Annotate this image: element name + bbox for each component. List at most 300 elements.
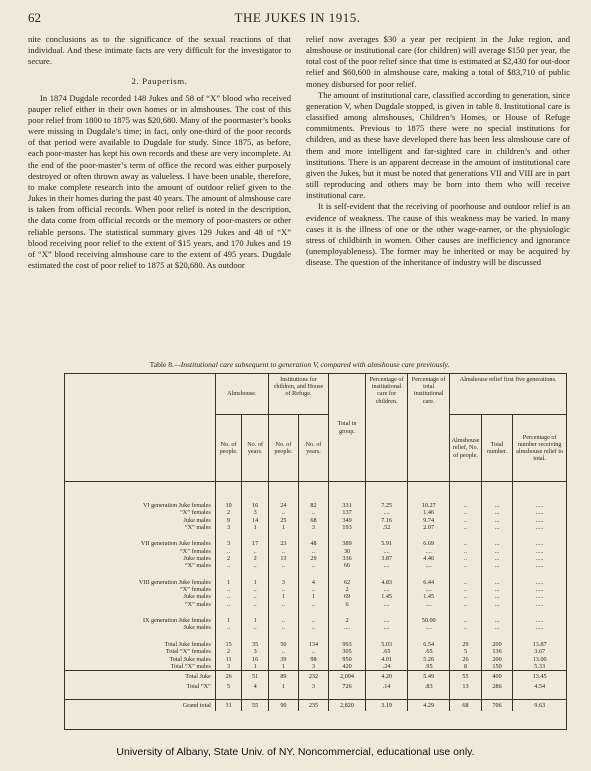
- table-cell: [268, 531, 298, 540]
- table-spacer-row: [65, 608, 566, 617]
- table-cell: ...: [481, 562, 513, 569]
- table-row: [65, 656, 566, 663]
- table-cell: ....: [366, 586, 408, 593]
- table-cell: [329, 690, 366, 700]
- footer-credit: University of Albany, State Univ. of NY. Noncommercial, educational use only.: [116, 746, 475, 758]
- table-cell: .83: [408, 683, 450, 690]
- table-cell: 68: [450, 699, 482, 711]
- table-cell: 66: [329, 562, 366, 569]
- table-cell: 3: [298, 663, 328, 671]
- table-cell: 235: [298, 699, 328, 711]
- table-cell: ..: [268, 601, 298, 608]
- table-row: [65, 524, 566, 531]
- table-cell: 1.45: [408, 593, 450, 600]
- table-cell: 200: [481, 656, 513, 663]
- table-cell: [268, 570, 298, 579]
- table-row: [65, 624, 566, 631]
- table-cell: 2,094: [329, 671, 366, 683]
- row-label: Total “X” males: [170, 662, 211, 670]
- table-cell: 4.29: [408, 699, 450, 711]
- row-label: [65, 690, 215, 700]
- row-label: [65, 608, 215, 617]
- table-cell: ....: [408, 548, 450, 555]
- table-cell: [513, 570, 566, 579]
- table-cell: 16: [242, 502, 269, 509]
- table-cell: ...: [481, 540, 513, 547]
- table-cell: [268, 690, 298, 700]
- table-cell: 26: [215, 671, 242, 683]
- row-label: “X” males: [184, 562, 211, 570]
- table-cell: 1.45: [366, 593, 408, 600]
- table-cell: [408, 531, 450, 540]
- col-header-inst-no-people: No. of people.: [268, 415, 298, 482]
- table-cell: 409: [481, 671, 513, 683]
- table-cell: [481, 531, 513, 540]
- table-row: [65, 601, 566, 608]
- table-cell: ..: [215, 586, 242, 593]
- left-paragraph-2: In 1874 Dugdale recorded 148 Jukes and 58 of “X” blood who received pauper relief either in their own homes or in almshouses. The cost of this poor relief from 1800 to 1875 was $20,680. Many of the poormaster’s books were missing in Dugdale’s time; in fact, only one-third of the poor records of that period were available to Dugdale for study. Since 1875, as before, each poor-master has kept his own records and these are very incomplete. At the end of the poor-master’s term of office the record was either purposely destroyed or often thrown away as valueless. I have been unable, therefore, to make complete research into the amount of outdoor relief given to the Jukes in their homes during the past 40 years. The amount of almshouse care is taken from official records. When poor relief is noted in the description, the data come from official records or the memory of poor-masters or other reliable persons. The statistical summary gives 129 Jukes and 48 of “X” blood receiving poor relief to the extent of $15 years, and 170 Jukes and 19 of “X” blood receiving almshouse care to the extent of 495 years. Dugdale estimated the cost of poor relief to 1875 at $20,680. As outdoor: [28, 92, 291, 270]
- table-cell: [366, 690, 408, 700]
- institutional-care-table: [65, 374, 566, 711]
- table-cell: [366, 570, 408, 579]
- row-label: [65, 632, 215, 641]
- table-cell: ...: [481, 586, 513, 593]
- table-cell: [215, 570, 242, 579]
- table-cell: .....: [513, 502, 566, 509]
- table-row: [65, 562, 566, 569]
- table-cell: 3: [298, 683, 328, 690]
- table-cell: [450, 531, 482, 540]
- table-cell: 17: [242, 540, 269, 547]
- table-cell: ..: [268, 562, 298, 569]
- right-paragraph-3: It is self-evident that the receiving of poorhouse and outdoor relief is an evidence of weakness. The cause of this weakness may be varied. In many cases it is the illness of one or the other wage-earner, or the physiologic stress of childbirth in women. Other causes are inefficiency and ignorance (unemployableness). The former may be inherited or may be acquired by disease. The question of the inheritance of industry will be discussed: [306, 201, 570, 268]
- table-cell: 62: [329, 579, 366, 586]
- table-cell: 209: [481, 641, 513, 648]
- table-cell: ..: [215, 601, 242, 608]
- table-cell: ....: [366, 601, 408, 608]
- table-row: [65, 586, 566, 593]
- table-cell: [408, 608, 450, 617]
- table-spacer-row: [65, 690, 566, 700]
- table-cell: .....: [513, 562, 566, 569]
- table-cell: ..: [268, 624, 298, 631]
- table-cell: 13.00: [513, 656, 566, 663]
- row-label: Juke males: [183, 516, 211, 524]
- table-cell: [481, 632, 513, 641]
- col-header-pct-children: Percentage of institutional care for children.: [366, 374, 408, 482]
- row-label: VI generation Juke females: [142, 502, 211, 509]
- table-cell: 9.63: [513, 699, 566, 711]
- row-label: “X” males: [184, 600, 211, 608]
- table-cell: 336: [329, 555, 366, 562]
- table-cell: [408, 570, 450, 579]
- table-cell: 286: [481, 683, 513, 690]
- table-row: [65, 683, 566, 690]
- table-cell: .....: [513, 593, 566, 600]
- table-cell: 39: [268, 656, 298, 663]
- table-cell: [408, 632, 450, 641]
- table-cell: .....: [513, 524, 566, 531]
- table-cell: 3: [268, 579, 298, 586]
- table-cell: ...: [481, 502, 513, 509]
- table-cell: ....: [366, 548, 408, 555]
- table-cell: [450, 690, 482, 700]
- table-cell: ..: [450, 502, 482, 509]
- table-cell: [329, 531, 366, 540]
- table-cell: 3: [215, 663, 242, 671]
- row-label: Juke males: [183, 624, 211, 632]
- col-header-total-number: Total number.: [481, 415, 513, 482]
- table-cell: .14: [366, 683, 408, 690]
- table-cell: 706: [481, 699, 513, 711]
- table-cell: 35: [242, 641, 269, 648]
- table-cell: 82: [298, 502, 328, 509]
- table-cell: ...: [481, 548, 513, 555]
- table-cell: [329, 632, 366, 641]
- table-cell: 89: [268, 671, 298, 683]
- table-cell: ...: [481, 617, 513, 624]
- table-cell: 3: [215, 540, 242, 547]
- table-spacer-row: [65, 570, 566, 579]
- table-cell: ..: [450, 540, 482, 547]
- table-cell: .65: [366, 648, 408, 655]
- table-cell: ....: [408, 562, 450, 569]
- row-label: Total “X” females: [165, 648, 211, 656]
- table-cell: 5.91: [366, 540, 408, 547]
- table-cell: 136: [481, 648, 513, 655]
- table-cell: 2: [215, 509, 242, 516]
- row-label: VII generation Juke females: [140, 540, 211, 548]
- table-cell: 1: [268, 663, 298, 671]
- row-label: Total Juke males: [169, 655, 211, 663]
- table-row: [65, 579, 566, 586]
- table-cell: 6: [329, 601, 366, 608]
- table-cell: 1: [268, 683, 298, 690]
- table-cell: ..: [298, 648, 328, 655]
- table-cell: ..: [450, 593, 482, 600]
- table-cell: 232: [298, 671, 328, 683]
- table-cell: 25: [268, 517, 298, 524]
- table-cell: 3.67: [513, 648, 566, 655]
- table-cell: 7.25: [366, 502, 408, 509]
- table-cell: [242, 690, 269, 700]
- table-cell: [268, 632, 298, 641]
- table-cell: 137: [329, 509, 366, 516]
- table-cell: ..: [242, 586, 269, 593]
- table-cell: ..: [298, 548, 328, 555]
- table-cell: ..: [450, 548, 482, 555]
- running-title: THE JUKES IN 1915.: [234, 10, 361, 25]
- table-row: [65, 663, 566, 671]
- table-cell: 11: [215, 656, 242, 663]
- table-cell: .....: [513, 586, 566, 593]
- table-body: [65, 502, 566, 711]
- table-cell: ..: [242, 562, 269, 569]
- table-cell: 48: [298, 540, 328, 547]
- table-cell: .....: [513, 540, 566, 547]
- table-row: [65, 502, 566, 509]
- table-cell: 4.46: [408, 555, 450, 562]
- table-cell: 13.87: [513, 641, 566, 648]
- right-paragraph-1: relief now averages $30 a year per recipient in the Juke region, and almshouse or institutional care (for children) will average $150 per year, the total cost of the poor relief since that time is estimated at $2,430 for out-door relief and $60,600 in almshouse care, making a total of $83,710 of public money disbursed for poor relief.: [306, 34, 570, 89]
- table-cell: 1.46: [408, 509, 450, 516]
- table-cell: 9: [215, 517, 242, 524]
- table-cell: ....: [366, 509, 408, 516]
- table-cell: ..: [268, 548, 298, 555]
- table-cell: .....: [513, 517, 566, 524]
- table-cell: 31: [215, 699, 242, 711]
- table-cell: ....: [408, 586, 450, 593]
- table-caption-text: —Institutional care subsequent to generation V, compared with almshouse care previously.: [173, 360, 450, 369]
- table-cell: 349: [329, 517, 366, 524]
- table-cell: 1: [242, 579, 269, 586]
- table-cell: .....: [513, 509, 566, 516]
- table-cell: [298, 608, 328, 617]
- table-cell: 10.27: [408, 502, 450, 509]
- table-cell: [366, 531, 408, 540]
- table-spacer-row: [65, 531, 566, 540]
- table-cell: ...: [481, 555, 513, 562]
- table-cell: 993: [329, 641, 366, 648]
- table-cell: ...: [481, 624, 513, 631]
- table-cell: ..: [215, 593, 242, 600]
- table-cell: 150: [481, 663, 513, 671]
- table-cell: ..: [450, 555, 482, 562]
- table-cell: 2.07: [408, 524, 450, 531]
- table-row: [65, 509, 566, 516]
- table-cell: [366, 632, 408, 641]
- table-cell: 3.19: [366, 699, 408, 711]
- table-cell: .65: [408, 648, 450, 655]
- table-cell: 331: [329, 502, 366, 509]
- row-label: “X” females: [180, 509, 211, 517]
- table-cell: [329, 570, 366, 579]
- row-label: [65, 531, 215, 540]
- page-header: [28, 10, 567, 28]
- table-cell: ..: [268, 617, 298, 624]
- table-cell: ..: [450, 586, 482, 593]
- table-row: [65, 548, 566, 555]
- table-cell: 29: [450, 641, 482, 648]
- table-cell: 420: [329, 663, 366, 671]
- table-cell: ..: [268, 509, 298, 516]
- row-label: Total Juke females: [164, 640, 211, 648]
- col-header-pct-relief: Percentage of number receiving almshouse relief to total.: [513, 415, 566, 482]
- table-row: [65, 517, 566, 524]
- table-label: Table 8.: [149, 360, 174, 369]
- table-row: [65, 699, 566, 711]
- col-header-pct-total: Percentage of total institutional care.: [408, 374, 450, 482]
- table-cell: 68: [298, 517, 328, 524]
- table-cell: 6.44: [408, 579, 450, 586]
- table-cell: 2: [215, 555, 242, 562]
- table-cell: 726: [329, 683, 366, 690]
- table-cell: 2,820: [329, 699, 366, 711]
- table-cell: 4.54: [513, 683, 566, 690]
- table-row: [65, 540, 566, 547]
- table-cell: 193: [329, 524, 366, 531]
- right-column: [306, 34, 570, 268]
- table-cell: ..: [298, 509, 328, 516]
- table-cell: ..: [242, 601, 269, 608]
- group-header-first-five: Almshouse relief first five generations.: [450, 374, 566, 415]
- table-caption: [28, 360, 571, 369]
- table-cell: ....: [329, 624, 366, 631]
- table-cell: 5.26: [408, 656, 450, 663]
- row-label: [65, 570, 215, 579]
- table-cell: .95: [408, 663, 450, 671]
- table-cell: 1: [242, 524, 269, 531]
- table-cell: 6.69: [408, 540, 450, 547]
- table-cell: [450, 608, 482, 617]
- table-cell: 7.16: [366, 517, 408, 524]
- stub-header: [65, 374, 215, 482]
- table-cell: ...: [481, 509, 513, 516]
- table-cell: 1: [298, 593, 328, 600]
- table-cell: 26: [450, 656, 482, 663]
- table-cell: 13: [450, 683, 482, 690]
- table-cell: .....: [513, 548, 566, 555]
- table-cell: [513, 690, 566, 700]
- table-cell: [298, 690, 328, 700]
- table-cell: 5: [450, 648, 482, 655]
- table-cell: [215, 690, 242, 700]
- table-cell: [242, 608, 269, 617]
- table-cell: 4: [242, 683, 269, 690]
- table-cell: ....: [366, 624, 408, 631]
- table-cell: ..: [450, 624, 482, 631]
- table-cell: .....: [513, 579, 566, 586]
- col-header-total-in-group: Total in group.: [329, 374, 366, 482]
- table-cell: 4: [298, 579, 328, 586]
- table-cell: [298, 531, 328, 540]
- row-label: Juke males: [183, 555, 211, 563]
- table-cell: .24: [366, 663, 408, 671]
- table-cell: 1: [268, 524, 298, 531]
- table-cell: 50.00: [408, 617, 450, 624]
- table-cell: 16: [242, 656, 269, 663]
- table-cell: 1: [215, 579, 242, 586]
- table-cell: ..: [450, 562, 482, 569]
- table-cell: [366, 608, 408, 617]
- table-cell: 389: [329, 540, 366, 547]
- table-cell: 2: [242, 555, 269, 562]
- table-cell: .52: [366, 524, 408, 531]
- left-column: [28, 34, 291, 271]
- table-cell: 5.03: [366, 641, 408, 648]
- table-cell: ..: [215, 624, 242, 631]
- table-cell: 2: [329, 617, 366, 624]
- table-cell: 14: [242, 517, 269, 524]
- table-cell: 50: [268, 641, 298, 648]
- row-label: “X” males: [184, 524, 211, 532]
- table-cell: 134: [298, 641, 328, 648]
- table-cell: ..: [268, 586, 298, 593]
- table-cell: [408, 690, 450, 700]
- table-8: [64, 373, 567, 730]
- group-header-almshouse: Almshouse.: [215, 374, 268, 415]
- table-cell: 1: [215, 617, 242, 624]
- table-cell: ..: [450, 579, 482, 586]
- table-cell: [215, 531, 242, 540]
- table-cell: ..: [242, 548, 269, 555]
- table-row: [65, 671, 566, 683]
- col-header-inst-no-years: No. of years.: [298, 415, 328, 482]
- table-row: [65, 617, 566, 624]
- table-cell: 90: [268, 699, 298, 711]
- table-cell: .....: [513, 617, 566, 624]
- row-label: Juke males: [183, 593, 211, 601]
- table-cell: ....: [366, 617, 408, 624]
- table-cell: 1: [242, 617, 269, 624]
- table-cell: 3.87: [366, 555, 408, 562]
- table-cell: 8: [450, 663, 482, 671]
- table-cell: 305: [329, 648, 366, 655]
- table-cell: 3: [242, 648, 269, 655]
- table-cell: 1: [242, 663, 269, 671]
- table-cell: ..: [242, 593, 269, 600]
- table-cell: [242, 531, 269, 540]
- table-cell: ....: [408, 601, 450, 608]
- table-cell: [513, 632, 566, 641]
- table-cell: 4.83: [366, 579, 408, 586]
- table-cell: 13.45: [513, 671, 566, 683]
- table-cell: ....: [366, 562, 408, 569]
- table-cell: [298, 570, 328, 579]
- table-cell: 51: [242, 671, 269, 683]
- table-cell: ..: [298, 617, 328, 624]
- table-cell: 29: [298, 555, 328, 562]
- table-cell: 5: [215, 683, 242, 690]
- table-cell: .....: [513, 555, 566, 562]
- table-cell: ...: [481, 593, 513, 600]
- table-cell: 2: [329, 586, 366, 593]
- table-row: [65, 593, 566, 600]
- table-cell: ...: [481, 579, 513, 586]
- table-row: [65, 641, 566, 648]
- table-cell: 3: [242, 509, 269, 516]
- table-cell: 5.49: [408, 671, 450, 683]
- table-cell: 15: [215, 641, 242, 648]
- table-cell: ..: [298, 624, 328, 631]
- table-cell: 2: [215, 648, 242, 655]
- table-row: [65, 555, 566, 562]
- table-cell: [215, 632, 242, 641]
- table-cell: ..: [242, 624, 269, 631]
- table-cell: ...: [481, 601, 513, 608]
- table-cell: 10: [215, 502, 242, 509]
- table-cell: ..: [215, 562, 242, 569]
- table-cell: 13: [268, 555, 298, 562]
- table-cell: ..: [450, 509, 482, 516]
- table-cell: ..: [450, 601, 482, 608]
- table-cell: 98: [298, 656, 328, 663]
- row-label: Grand total: [65, 699, 215, 711]
- table-cell: 6.54: [408, 641, 450, 648]
- table-cell: 69: [329, 593, 366, 600]
- table-cell: ...: [481, 524, 513, 531]
- table-cell: 4.20: [366, 671, 408, 683]
- col-header-relief-people: Almshouse relief, No. of people.: [450, 415, 482, 482]
- table-cell: ..: [450, 524, 482, 531]
- table-cell: [329, 608, 366, 617]
- table-cell: 3: [215, 524, 242, 531]
- table-cell: ..: [215, 548, 242, 555]
- table-cell: [215, 608, 242, 617]
- table-cell: ..: [450, 617, 482, 624]
- table-cell: 23: [268, 540, 298, 547]
- table-cell: [481, 608, 513, 617]
